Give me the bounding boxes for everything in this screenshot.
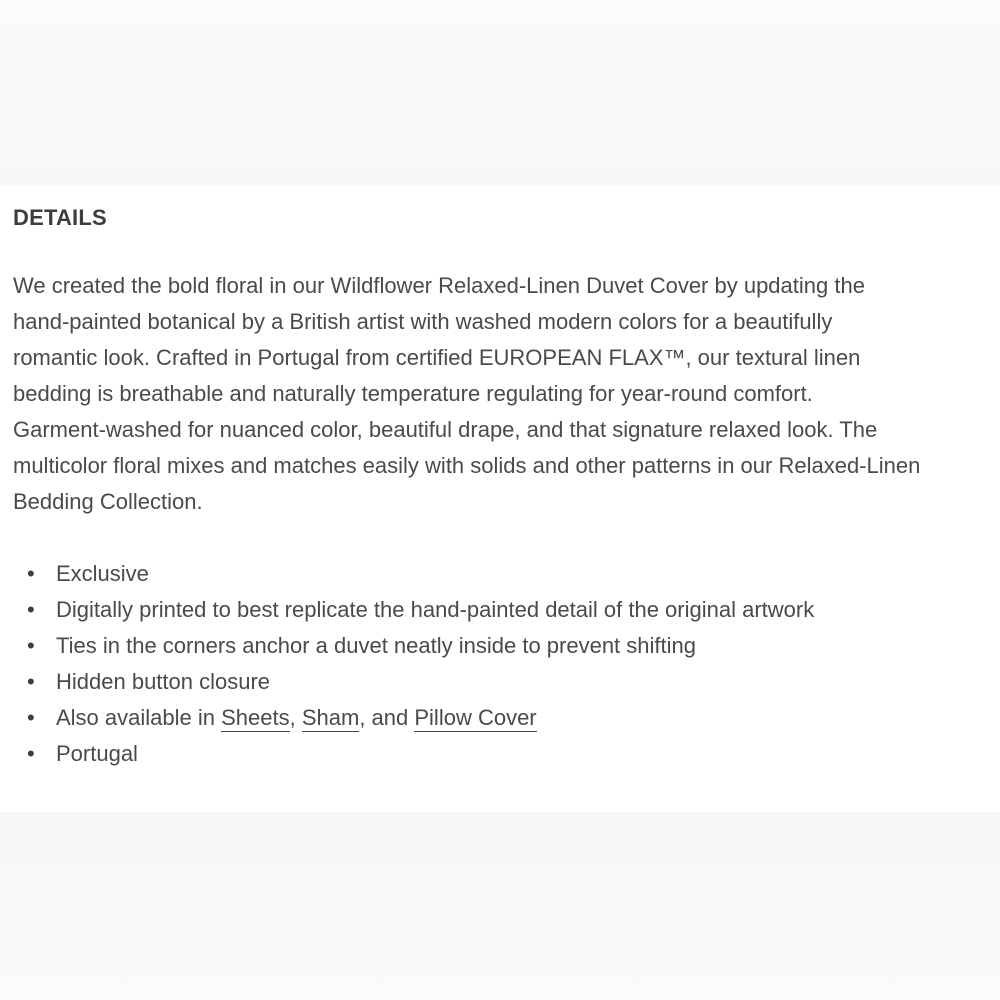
feature-text: Digitally printed to best replicate the hand-painted detail of the original artwork xyxy=(56,597,815,622)
feature-list xyxy=(13,556,814,772)
bullet-icon: • xyxy=(27,741,35,766)
feature-text: Hidden button closure xyxy=(56,669,271,694)
list-item xyxy=(13,736,814,772)
details-heading: DETAILS xyxy=(13,205,107,230)
feature-text-prefix: Also available in xyxy=(56,705,222,730)
feature-text: Portugal xyxy=(56,741,138,766)
list-item xyxy=(13,700,814,736)
pillow-cover-link[interactable]: Pillow Cover xyxy=(414,705,537,730)
separator-text: , and xyxy=(359,705,415,730)
product-description: We created the bold floral in our Wildflower Relaxed-Linen Duvet Cover by updating the hand-painted botanical by a British artist with washed modern colors for a beautifully romantic look. Crafted in Portugal from certified EUROPEAN FLAX™, our textural linen bedding is breathable and naturally temperature regulating for year-round comfort. Garment-washed for nuanced color, beautiful drape, and that signature relaxed look. The multicolor floral mixes and matches easily with solids and other patterns in our Relaxed-Linen Bedding Collection. xyxy=(13,273,921,514)
details-section xyxy=(0,186,1000,812)
top-backdrop xyxy=(0,0,1000,186)
bullet-icon: • xyxy=(27,669,35,694)
list-item xyxy=(13,628,814,664)
sheets-link[interactable]: Sheets xyxy=(221,705,290,730)
bullet-icon: • xyxy=(27,561,35,586)
separator-text: , xyxy=(289,705,302,730)
bullet-icon: • xyxy=(27,705,35,730)
feature-text: Ties in the corners anchor a duvet neatly inside to prevent shifting xyxy=(56,633,696,658)
list-item xyxy=(13,556,814,592)
bullet-icon: • xyxy=(27,597,35,622)
bottom-backdrop xyxy=(0,812,1000,1000)
sham-link[interactable]: Sham xyxy=(301,705,360,730)
bullet-icon: • xyxy=(27,633,35,658)
feature-text: Exclusive xyxy=(56,561,149,586)
list-item xyxy=(13,664,814,700)
list-item xyxy=(13,592,814,628)
